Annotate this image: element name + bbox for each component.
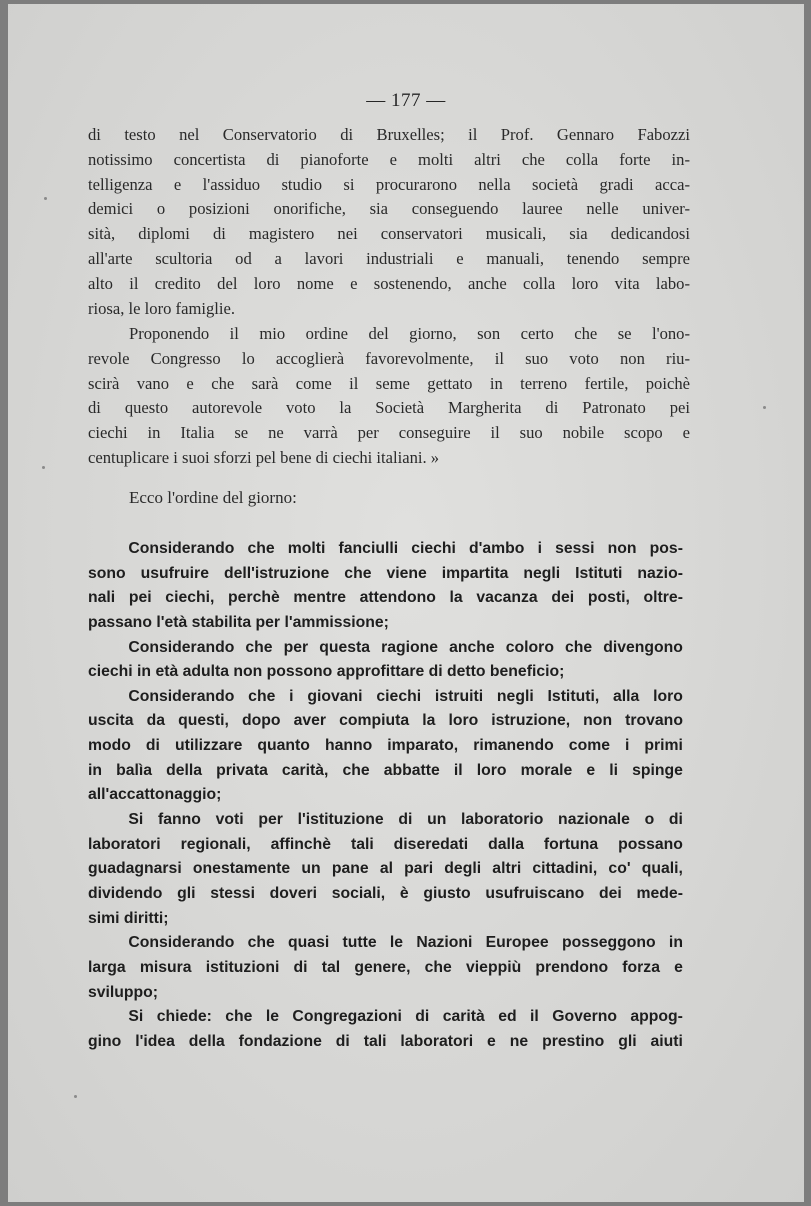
resolution-line: passano l'età stabilita per l'ammissione; <box>88 613 389 631</box>
paragraph-1 <box>88 123 690 321</box>
resolution-line: Considerando che molti fanciulli ciechi d'ambo i sessi non pos- <box>128 540 683 557</box>
paragraph-2 <box>88 322 690 471</box>
resolution-line: uscita da questi, dopo aver compiuta la loro istruzione, non trovano <box>88 712 683 730</box>
resolution-line: nali pei ciechi, perchè mentre attendono la vacanza dei posti, oltre- <box>88 589 683 607</box>
text-line: scirà vano e che sarà come il seme gettato in terreno fertile, poichè <box>88 373 690 393</box>
resolution-line: larga misura istituzioni di tal genere, che vieppiù prendono forza e <box>88 958 683 976</box>
resolution-line: dividendo gli stessi doveri sociali, è giusto usufruiscano dei mede- <box>88 884 683 902</box>
text-line: ciechi in Italia se ne varrà per conseguire il suo nobile scopo e <box>88 423 690 443</box>
paper-speck <box>74 1095 77 1098</box>
resolution-line: sviluppo; <box>88 983 159 1001</box>
resolution-line: Considerando che i giovani ciechi istruiti negli Istituti, alla loro <box>128 687 683 705</box>
resolution-line: simi diritti; <box>88 909 169 927</box>
resolution-line: modo di utilizzare quanto hanno imparato, rimanendo come i primi <box>88 737 683 755</box>
resolution-line: Considerando che per questa ragione anche coloro che divengono <box>128 638 683 656</box>
paper-speck <box>763 406 766 409</box>
text-line: alto il credito del loro nome e sostenendo, anche colla loro vita labo- <box>88 273 690 293</box>
resolution-line: Si fanno voti per l'istituzione di un laboratorio nazionale o di <box>128 811 683 829</box>
resolution-line: ciechi in età adulta non possono approfittare di detto beneficio; <box>88 663 565 681</box>
resolution-text <box>88 537 692 1054</box>
text-line: sità, diplomi di magistero nei conservatori musicali, sia dedicandosi <box>88 224 690 244</box>
text-line: di questo autorevole voto la Società Margherita di Patronato pei <box>88 398 690 418</box>
text-line: telligenza e l'assiduo studio si procurarono nella società gradi acca- <box>88 174 690 194</box>
resolution-line: in balìa della privata carità, che abbatte il loro morale e li spinge <box>88 761 683 779</box>
resolution-line: guadagnarsi onestamente un pane al pari degli altri cittadini, co' quali, <box>88 860 683 878</box>
intro-line: Ecco l'ordine del giorno: <box>129 488 297 507</box>
resolution-line: all'accattonaggio; <box>88 786 222 804</box>
text-line: all'arte scultoria od a lavori industriali e manuali, tenendo sempre <box>88 248 690 268</box>
text-line: Proponendo il mio ordine del giorno, son certo che se l'ono- <box>129 324 690 343</box>
book-page <box>8 4 804 1202</box>
resolution-line: sono usufruire dell'istruzione che viene impartita negli Istituti nazio- <box>88 564 683 582</box>
paper-speck <box>44 197 47 200</box>
resolution-line: Considerando che quasi tutte le Nazioni Europee posseggono in <box>128 934 683 952</box>
resolution-line: laboratori regionali, affinchè tali diseredati dalla fortuna possano <box>88 835 683 853</box>
resolution-line: gino l'idea della fondazione di tali laboratori e ne prestino gli aiuti <box>88 1032 683 1050</box>
text-line: notissimo concertista di pianoforte e molti altri che colla forte in- <box>88 149 690 169</box>
text-line: revole Congresso lo accoglierà favorevolmente, il suo voto non riu- <box>88 348 690 368</box>
resolution-line: Si chiede: che le Congregazioni di carità ed il Governo appog- <box>128 1008 683 1026</box>
text-line: riosa, le loro famiglie. <box>88 298 235 318</box>
text-line: di testo nel Conservatorio di Bruxelles; il Prof. Gennaro Fabozzi <box>88 125 690 144</box>
text-line: demici o posizioni onorifiche, sia conseguendo lauree nelle univer- <box>88 199 690 219</box>
text-line: centuplicare i suoi sforzi pel bene di ciechi italiani. » <box>88 447 440 467</box>
paper-speck <box>42 466 45 469</box>
page-number: — 177 — <box>366 90 446 111</box>
